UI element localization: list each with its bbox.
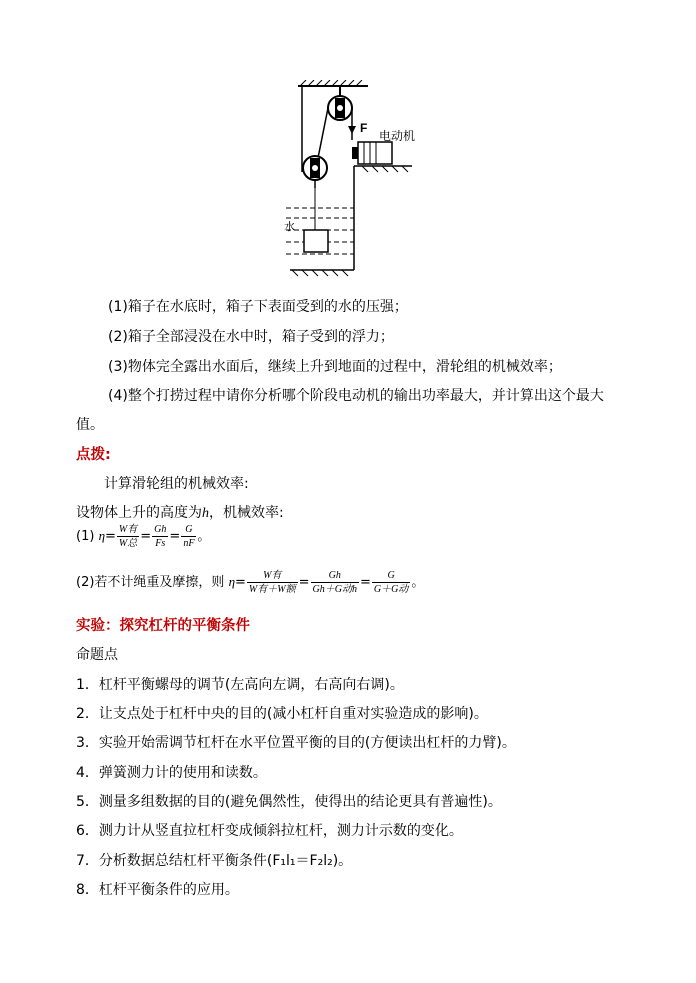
hint-line2 <box>76 502 284 522</box>
question-4: (4)整个打捞过程中请你分析哪个阶段电动机的输出功率最大，并计算出这个最大 <box>108 388 604 404</box>
numerator: G <box>387 570 395 581</box>
experiment-heading: 实验：探究杠杆的平衡条件 <box>76 618 250 634</box>
list-item: 2．让支点处于杠杆中央的目的(减小杠杆自重对实验造成的影响)。 <box>76 706 488 722</box>
list-item: 4．弹簧测力计的使用和读数。 <box>76 765 267 781</box>
list-item: 3．实验开始需调节杠杆在水平位置平衡的目的(方便读出杠杆的力臂)。 <box>76 735 516 751</box>
experiment-subheading: 命题点 <box>76 647 118 663</box>
numerator: G <box>185 524 193 535</box>
water-label: 水 <box>284 220 295 233</box>
formula-2-end: 。 <box>411 575 425 590</box>
question-3: (3)物体完全露出水面后，继续上升到地面的过程中，滑轮组的机械效率； <box>108 359 562 375</box>
list-item: 1．杠杆平衡螺母的调节(左高向左调，右高向右调)。 <box>76 677 404 693</box>
formula-1-label: (1) <box>76 529 95 544</box>
denominator: W总 <box>118 538 138 549</box>
question-2: (2)箱子全部浸没在水中时，箱子受到的浮力； <box>108 329 394 345</box>
denominator: nF <box>183 538 195 549</box>
fraction <box>152 523 168 550</box>
force-label: F <box>360 121 368 135</box>
question-4-cont: 值。 <box>76 417 104 433</box>
eta-symbol: η <box>228 574 236 589</box>
list-item: 6．测力计从竖直拉杠杆变成倾斜拉杠杆，测力计示数的变化。 <box>76 823 463 839</box>
denominator: Gh＋G动h <box>312 584 357 595</box>
hint-heading: 点拨: <box>76 447 111 463</box>
numerator: W有 <box>118 524 138 535</box>
list-item: 8．杠杆平衡条件的应用。 <box>76 882 239 898</box>
fraction <box>117 523 139 550</box>
fraction <box>247 569 298 596</box>
var-h: h <box>202 506 209 521</box>
formula-1: (1) η= $\frac{\text{W有}}{\text{W总}}$ = $\frac{Gh}{Fs}$ = $\frac{G}{nF}$ 。 <box>76 524 211 549</box>
list-item: 7．分析数据总结杠杆平衡条件(F₁l₁＝F₂l₂)。 <box>76 853 353 869</box>
formula-2-prefix: (2)若不计绳重及摩擦，则 <box>76 575 225 590</box>
fraction <box>311 569 359 596</box>
list-item: 5．测量多组数据的目的(避免偶然性，使得出的结论更具有普遍性)。 <box>76 794 502 810</box>
denominator: Fs <box>152 536 168 550</box>
question-1: (1)箱子在水底时，箱子下表面受到的水的压强； <box>108 299 408 315</box>
formula-1-end: 。 <box>197 529 211 544</box>
fraction <box>181 523 196 550</box>
hint-line1: 计算滑轮组的机械效率: <box>104 476 249 492</box>
formula-2: (2)若不计绳重及摩擦，则 η= $\frac{\text{W有}}{\text{W有＋W额}}$ = $\frac{Gh}{\text{Gh＋G动h}}$ = $\frac{G}{\text{G＋G动}}$ 。 <box>76 570 425 595</box>
hint-line2-prefix: 设物体上升的高度为 <box>76 505 202 521</box>
numerator: W有 <box>263 570 282 581</box>
eta-symbol: η <box>98 528 106 543</box>
denominator: G＋G动 <box>373 584 409 595</box>
numerator: Gh <box>328 570 341 581</box>
denominator: W有＋W额 <box>248 584 296 595</box>
pulley-figure <box>282 80 422 280</box>
hint-line2-suffix: ，机械效率: <box>209 505 284 521</box>
motor-label: 电动机 <box>379 129 416 143</box>
numerator: Gh <box>154 524 167 535</box>
fraction <box>372 569 410 596</box>
